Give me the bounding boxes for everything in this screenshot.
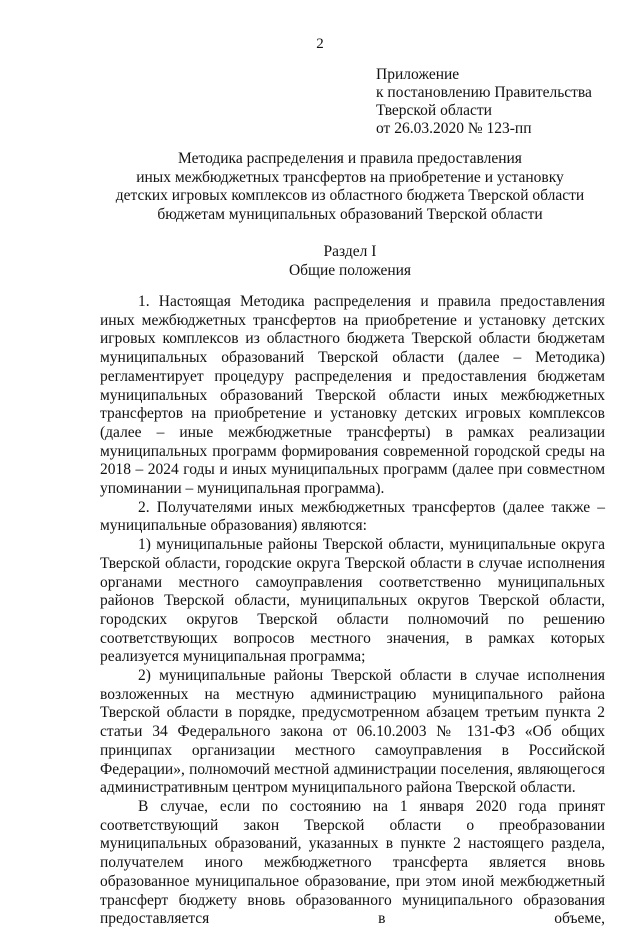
title-line: Методика распределения и правила предоставления — [178, 150, 522, 167]
title-line: иных межбюджетных трансфертов на приобретение и установку — [136, 168, 564, 186]
section-heading — [60, 243, 640, 280]
title-line: детских игровых комплексов из областного бюджета Тверской области — [115, 187, 585, 204]
appendix-line: Тверской области — [376, 102, 492, 119]
appendix-line: Приложение — [376, 66, 460, 83]
appendix-line: от 26.03.2020 № 123-пп — [376, 120, 532, 137]
appendix-line: к постановлению Правительства — [376, 84, 592, 101]
section-number: Раздел I — [323, 243, 377, 260]
paragraph: В случае, если по состоянию на 1 января 2020 года принят соответствующий закон Тверской области о преобразовании муниципальных образований, указанных в пункте 2 настоящего раздела, получателем иного межбюджетного трансферта является вновь образованное муниципальное образование, при этом иной межбюджетный трансферт бюджету вновь образованного муниципального образования предоставляется в объеме, — [100, 797, 605, 928]
document-title — [60, 150, 640, 224]
section-name: Общие положения — [288, 261, 412, 279]
paragraph: 1) муниципальные районы Тверской области, муниципальные округа Тверской области, городские округа Тверской области в случае исполнения органами местного самоуправления соответственно муниципальных районов Тверской области, муниципальных округов Тверской области, городских округов Тверской области полномочий по решению соответствующих вопросов местного значения, в рамках которых реализуется муниципальная программа; — [100, 536, 605, 666]
paragraph: 2. Получателями иных межбюджетных трансфертов (далее также – муниципальные образования) являются: — [100, 498, 605, 535]
title-line: бюджетам муниципальных образований Тверской области — [157, 205, 543, 223]
paragraph: 2) муниципальные районы Тверской области в случае исполнения возложенных на местную администрацию муниципального района Тверской области в порядке, предусмотренном абзацем третьим пункта 2 статьи 34 Федерального закона от 06.10.2003 № 131-ФЗ «Об общих принципах организации местного самоуправления в Российской Федерации», полномочий местной администрации поселения, являющегося административным центром муниципального района Тверской области. — [100, 667, 605, 797]
paragraph: 1. Настоящая Методика распределения и правила предоставления иных межбюджетных трансфертов на приобретение и установку детских игровых комплексов из областного бюджета Тверской области бюджетам муниципальных образований Тверской области (далее – Методика) регламентирует процедуру распределения и предоставления бюджетам муниципальных образований Тверской области иных межбюджетных трансфертов на приобретение и установку детских игровых комплексов (далее – иные межбюджетные трансферты) в рамках реализации муниципальных программ формирования современной городской среды на 2018 – 2024 годы и иных муниципальных программ (далее при совместном упоминании – муниципальная программа). — [100, 293, 605, 498]
document-body — [100, 293, 605, 929]
appendix-header — [376, 66, 592, 138]
page-number: 2 — [316, 36, 324, 52]
